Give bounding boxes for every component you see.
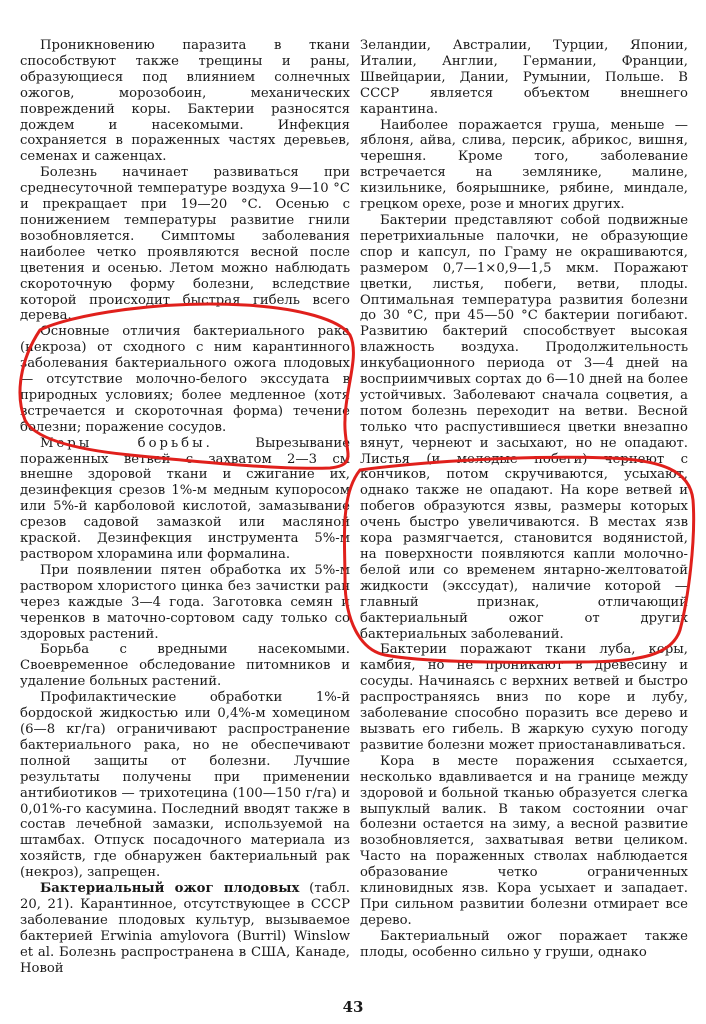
paragraph: Кора в месте поражения ссыхается, несколько вдавливается и на границе между здоровой и больной тканью образуется слегка выпуклый валик. В таком состоянии очаг болезни остается на зиму, а весной развитие возобновляется, захватывая ветви целиком. Часто на пораженных стволах наблюдается образование четко ограниченных клиновидных язв. Кора усыхает и западает. При сильном развитии болезни отмирает все дерево.	[360, 753, 688, 928]
paragraph: Бактерии поражают ткани луба, коры, камбия, но не проникают в древесину и сосуды. Начинаясь с верхних ветвей и быстро распространяясь вниз по коре и лубу, заболевание способно поразить все дерево и вызвать его гибель. В жаркую сухую погоду развитие болезни может приостанавливаться.	[360, 642, 688, 753]
section-heading-fire-blight: Бактериальный ожог плодовых	[40, 881, 300, 897]
page-number: 43	[342, 998, 364, 1016]
paragraph: Борьба с вредными насекомыми. Своевременное обследование питомников и удаление больных растений.	[20, 642, 350, 690]
paragraph: Наиболее поражается груша, меньше — яблоня, айва, слива, персик, абрикос, вишня, черешня. Кроме того, заболевание встречается на землянике, малине, кизильнике, боярышнике, рябине, миндале, грецком орехе, розе и многих других.	[360, 117, 688, 213]
right-column	[360, 38, 688, 961]
left-column	[20, 38, 350, 976]
paragraph: Проникновению паразита в ткани способствуют также трещины и раны, образующиеся под влиянием солнечных ожогов, морозобоин, механических повреждений коры. Бактерии разносятся дождем и насекомыми. Инфекция сохраняется в пораженных частях деревьев, семенах и саженцах.	[20, 38, 350, 165]
paragraph: Бактериальный ожог плодовых (табл. 20, 21). Карантинное, отсутствующее в СССР заболевание плодовых культур, вызываемое бактерией Erwinia amylovora (Burril) Winslow et al. Болезнь распространена в США, Канаде, Новой	[20, 881, 350, 976]
paragraph: Бактерии представляют собой подвижные перетрихиальные палочки, не образующие спор и капсул, по Граму не окрашиваются, размером 0,7—1×0,9—1,5 мкм. Поражают цветки, листья, побеги, ветви, плоды. Оптимальная температура развития болезни до 30 °С, при 45—50 °С бактерии погибают. Развитию бактерий способствует высокая влажность воздуха. Продолжительность инкубационного периода от 3—4 дней на восприимчивых сортах до 6—10 дней на более устойчивых. Заболевают сначала соцветия, а потом болезнь переходит на ветви. Весной только что распустившиеся цветки внезапно вянут, чернеют и засыхают, но не опадают. Листья (и молодые побеги) чернеют с кончиков, потом скручиваются, усыхают, однако также не опадают. На коре ветвей и побегов образуются язвы, размеры которых очень быстро увеличиваются. В местах язв кора размягчается, становится водянистой, на поверхности появляются капли молочно-белой или со временем янтарно-желтоватой жидкости (экссудат), наличие которой — главный признак, отличающий бактериальный ожог от других бактериальных заболеваний.	[360, 212, 688, 642]
paragraph: Основные отличия бактериального рака (некроза) от сходного с ним карантинного заболевания бактериального ожога плодовых — отсутствие молочно-белого экссудата в природных условиях; более медленное (хотя встречается и скороточная форма) течение болезни; поражение сосудов.	[20, 324, 350, 435]
paragraph: Профилактические обработки 1%-й бордоской жидкостью или 0,4%-м хомецином (6—8 кг/га) ограничивают распространение бактериального рака, но не обеспечивают полной защиты от болезни. Лучшие результаты получены при применении антибиотиков — трихотецина (100—150 г/га) и 0,01%-го касумина. Последний вводят также в состав лечебной замазки, используемой на штамбах. Отпуск посадочного материала из хозяйств, где обнаружен бактериальный рак (некроз), запрещен.	[20, 690, 350, 881]
paragraph: Бактериальный ожог поражает также плоды, особенно сильно у груши, однако	[360, 928, 688, 960]
paragraph: Меры борьбы. Вырезывание пораженных ветвей с захватом 2—3 см внешне здоровой ткани и сжигание их, дезинфекция срезов 1%-м медным купоросом или 5%-й карболовой кислотой, замазывание срезов садовой замазкой или масляной краской. Дезинфекция инструмента 5%-м раствором хлорамина или формалина.	[20, 435, 350, 562]
section-heading-control-measures: Меры борьбы.	[40, 435, 213, 451]
paragraph: Зеландии, Австралии, Турции, Японии, Италии, Англии, Германии, Франции, Швейцарии, Дании, Румынии, Польше. В СССР является объектом внешнего карантина.	[360, 38, 688, 117]
paragraph: Болезнь начинает развиваться при среднесуточной температуре воздуха 9—10 °С и прекращает при 19—20 °С. Осенью с понижением температуры развитие гнили возобновляется. Симптомы заболевания наиболее четко проявляются весной после цветения и осенью. Летом можно наблюдать скороточную форму болезни, вследствие которой происходит быстрая гибель всего дерева.	[20, 165, 350, 324]
paragraph: При появлении пятен обработка их 5%-м раствором хлористого цинка без зачистки ран через каждые 3—4 года. Заготовка семян и черенков в маточно-сортовом саду только со здоровых растений.	[20, 562, 350, 642]
